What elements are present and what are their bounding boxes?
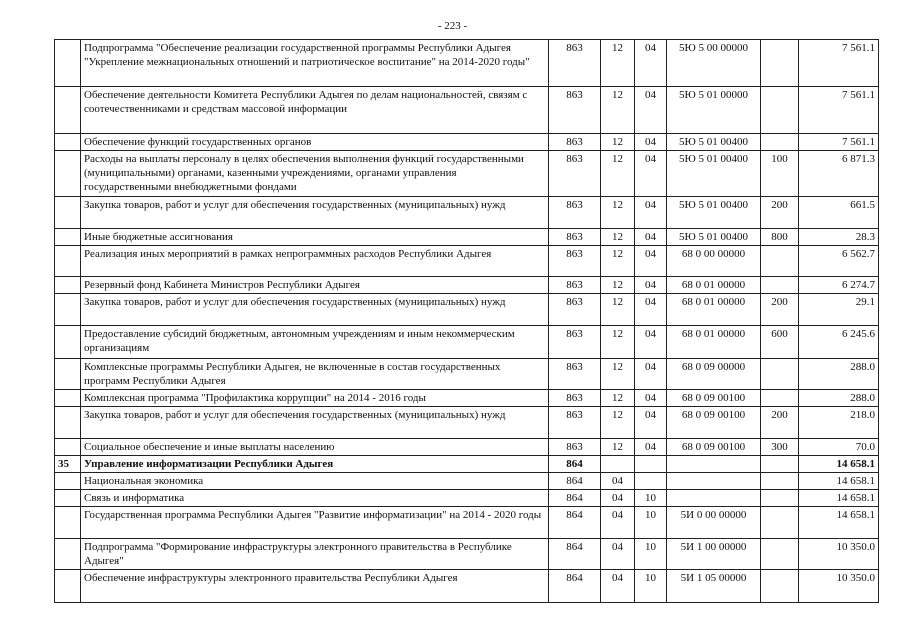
row-amount: 14 658.1 [799,473,879,490]
row-gr: 863 [549,294,601,326]
row-pr: 10 [635,507,667,539]
row-gr: 863 [549,229,601,246]
row-index [55,151,81,197]
row-csr: 5Ю 5 01 00400 [667,229,761,246]
row-amount: 70.0 [799,439,879,456]
row-description: Закупка товаров, работ и услуг для обеспечения государственных (муниципальных) нужд [81,197,549,229]
table-row [55,490,879,507]
row-rz: 12 [601,134,635,151]
row-gr: 863 [549,359,601,390]
row-index [55,407,81,439]
row-amount: 10 350.0 [799,570,879,603]
table-row-department [55,456,879,473]
row-amount: 7 561.1 [799,87,879,134]
row-csr: 68 0 01 00000 [667,294,761,326]
row-rz: 12 [601,87,635,134]
row-rz: 04 [601,570,635,603]
row-amount: 7 561.1 [799,40,879,87]
row-amount: 288.0 [799,390,879,407]
row-rz: 12 [601,407,635,439]
row-csr: 68 0 09 00000 [667,359,761,390]
row-csr: 5Ю 5 01 00400 [667,134,761,151]
row-description: Обеспечение инфраструктуры электронного правительства Республики Адыгея [81,570,549,603]
row-gr: 863 [549,40,601,87]
row-description: Обеспечение функций государственных органов [81,134,549,151]
row-csr [667,456,761,473]
table-row [55,197,879,229]
row-amount: 28.3 [799,229,879,246]
table-row [55,87,879,134]
row-description: Закупка товаров, работ и услуг для обеспечения государственных (муниципальных) нужд [81,407,549,439]
row-pr: 04 [635,294,667,326]
row-index [55,246,81,277]
row-vr [761,570,799,603]
table-row [55,294,879,326]
row-csr: 5И 1 05 00000 [667,570,761,603]
row-index [55,570,81,603]
row-rz: 12 [601,277,635,294]
row-pr: 04 [635,134,667,151]
row-amount: 218.0 [799,407,879,439]
row-index [55,507,81,539]
table-row [55,439,879,456]
row-csr: 68 0 00 00000 [667,246,761,277]
row-description: Связь и информатика [81,490,549,507]
row-index [55,197,81,229]
row-index [55,87,81,134]
row-vr: 200 [761,407,799,439]
row-vr [761,539,799,570]
row-gr: 863 [549,246,601,277]
row-csr [667,490,761,507]
table-row [55,326,879,359]
row-pr: 10 [635,490,667,507]
row-rz: 12 [601,229,635,246]
row-amount: 14 658.1 [799,507,879,539]
table-row [55,390,879,407]
row-index [55,277,81,294]
row-gr: 864 [549,570,601,603]
row-rz: 12 [601,326,635,359]
row-csr: 68 0 09 00100 [667,390,761,407]
row-vr: 200 [761,197,799,229]
row-index [55,490,81,507]
row-vr [761,456,799,473]
table-row [55,134,879,151]
page-number: - 223 - [437,20,468,32]
row-rz: 04 [601,473,635,490]
row-csr: 5Ю 5 00 00000 [667,40,761,87]
row-vr [761,277,799,294]
row-description: Государственная программа Республики Адыгея "Развитие информатизации" на 2014 - 2020 годы [81,507,549,539]
row-amount: 29.1 [799,294,879,326]
row-vr [761,134,799,151]
row-csr: 68 0 09 00100 [667,407,761,439]
row-vr [761,473,799,490]
row-gr: 863 [549,390,601,407]
row-pr: 10 [635,570,667,603]
row-pr: 04 [635,439,667,456]
row-amount: 661.5 [799,197,879,229]
row-rz: 12 [601,390,635,407]
table-row [55,539,879,570]
row-vr: 600 [761,326,799,359]
row-gr: 864 [549,507,601,539]
row-pr: 04 [635,390,667,407]
row-pr [635,456,667,473]
row-csr: 5И 0 00 00000 [667,507,761,539]
row-amount: 6 274.7 [799,277,879,294]
row-description: Подпрограмма "Обеспечение реализации государственной программы Республики Адыгея "Укрепление межнациональных отношений и патриотическое воспитание" на 2014-2020 годы" [81,40,549,87]
row-gr: 863 [549,197,601,229]
row-description: Закупка товаров, работ и услуг для обеспечения государственных (муниципальных) нужд [81,294,549,326]
row-gr: 864 [549,456,601,473]
table-row [55,359,879,390]
row-amount: 14 658.1 [799,456,879,473]
table-row [55,507,879,539]
row-vr [761,246,799,277]
row-pr: 04 [635,87,667,134]
row-gr: 863 [549,277,601,294]
row-csr [667,473,761,490]
row-pr: 10 [635,539,667,570]
row-rz: 12 [601,294,635,326]
row-amount: 288.0 [799,359,879,390]
row-csr: 68 0 01 00000 [667,326,761,359]
row-description: Обеспечение деятельности Комитета Республики Адыгея по делам национальностей, связям с соотечественниками и средствам массовой информации [81,87,549,134]
row-pr: 04 [635,277,667,294]
row-csr: 68 0 09 00100 [667,439,761,456]
row-rz: 12 [601,151,635,197]
row-pr: 04 [635,229,667,246]
row-index [55,294,81,326]
table-row [55,151,879,197]
row-csr: 5И 1 00 00000 [667,539,761,570]
row-rz: 12 [601,246,635,277]
row-rz [601,456,635,473]
table-row [55,473,879,490]
row-gr: 863 [549,151,601,197]
row-vr [761,40,799,87]
row-description: Предоставление субсидий бюджетным, автономным учреждениям и иным некоммерческим организациям [81,326,549,359]
row-gr: 863 [549,326,601,359]
row-vr: 300 [761,439,799,456]
row-rz: 12 [601,359,635,390]
row-gr: 863 [549,134,601,151]
row-gr: 863 [549,407,601,439]
row-index: 35 [55,456,81,473]
row-gr: 863 [549,439,601,456]
row-index [55,439,81,456]
row-gr: 864 [549,473,601,490]
row-amount: 6 871.3 [799,151,879,197]
row-description: Реализация иных мероприятий в рамках непрограммных расходов Республики Адыгея [81,246,549,277]
row-amount: 7 561.1 [799,134,879,151]
row-index [55,473,81,490]
row-description: Комплексные программы Республики Адыгея, не включенные в состав государственных программ Республики Адыгея [81,359,549,390]
row-description: Резервный фонд Кабинета Министров Республики Адыгея [81,277,549,294]
row-vr [761,490,799,507]
row-description: Расходы на выплаты персоналу в целях обеспечения выполнения функций государственными (муниципальными) органами, казенными учреждениями, органами управления государственными внебюджетными фондами [81,151,549,197]
row-gr: 864 [549,539,601,570]
row-csr: 5Ю 5 01 00000 [667,87,761,134]
row-vr: 800 [761,229,799,246]
row-index [55,390,81,407]
row-index [55,359,81,390]
table-row [55,570,879,603]
row-pr: 04 [635,326,667,359]
row-pr: 04 [635,359,667,390]
row-rz: 12 [601,197,635,229]
row-rz: 12 [601,40,635,87]
row-index [55,40,81,87]
row-rz: 12 [601,439,635,456]
row-gr: 863 [549,87,601,134]
budget-table [54,39,879,603]
row-index [55,539,81,570]
table-row [55,40,879,87]
row-csr: 5Ю 5 01 00400 [667,151,761,197]
row-rz: 04 [601,490,635,507]
row-vr: 200 [761,294,799,326]
table-row [55,246,879,277]
row-index [55,134,81,151]
row-csr: 68 0 01 00000 [667,277,761,294]
row-description: Управление информатизации Республики Адыгея [81,456,549,473]
row-description: Подпрограмма "Формирование инфраструктуры электронного правительства в Республике Адыгея" [81,539,549,570]
row-pr: 04 [635,151,667,197]
row-vr [761,507,799,539]
row-pr: 04 [635,246,667,277]
row-pr [635,473,667,490]
row-pr: 04 [635,197,667,229]
row-rz: 04 [601,539,635,570]
row-description: Социальное обеспечение и иные выплаты населению [81,439,549,456]
table-row [55,277,879,294]
row-amount: 10 350.0 [799,539,879,570]
row-amount: 6 562.7 [799,246,879,277]
row-vr [761,87,799,134]
row-gr: 864 [549,490,601,507]
row-description: Комплексная программа "Профилактика коррупции" на 2014 - 2016 годы [81,390,549,407]
row-csr: 5Ю 5 01 00400 [667,197,761,229]
row-vr: 100 [761,151,799,197]
row-rz: 04 [601,507,635,539]
row-amount: 6 245.6 [799,326,879,359]
row-index [55,326,81,359]
row-description: Национальная экономика [81,473,549,490]
row-amount: 14 658.1 [799,490,879,507]
table-row [55,407,879,439]
row-vr [761,359,799,390]
table-row [55,229,879,246]
row-vr [761,390,799,407]
row-index [55,229,81,246]
row-pr: 04 [635,407,667,439]
row-pr: 04 [635,40,667,87]
row-description: Иные бюджетные ассигнования [81,229,549,246]
